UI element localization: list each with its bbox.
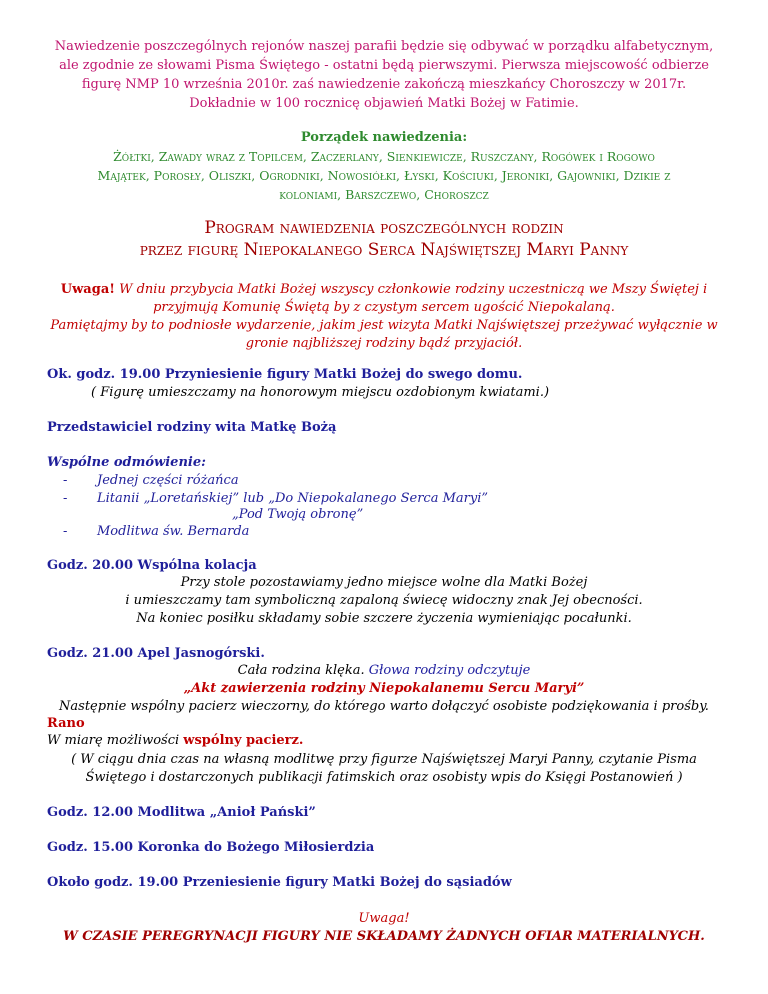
note-line-4: gronie najbliższej rodziny bądź przyjaciół. [245,336,523,351]
section-transfer-heading: Około godz. 19.00 Przeniesienie figury Matki Bożej do sąsiadów [47,875,512,890]
prayer-item-1: Jednej części różańca [97,473,239,488]
appeal-line-3: Następnie wspólny pacierz wieczorny, do którego warto dołączyć osobiste podziękowania i prośby. [59,699,709,714]
intro-line-4: Dokładnie w 100 rocznicę objawień Matki Bożej w Fatimie. [189,96,579,111]
prayer-item-3: Modlitwa św. Bernarda [97,524,250,539]
morning-label: Rano [47,716,85,731]
section-arrival-heading: Ok. godz. 19.00 Przyniesienie figury Matki Bożej do swego domu. [47,367,523,382]
program-title-line-1: Program nawiedzenia poszczególnych rodzin [204,218,564,238]
appeal-kneel: Cała rodzina klęka. [237,663,365,678]
order-line-1: Żółtki, Zawady wraz z Topilcem, Zaczerlany, Sienkiewicze, Ruszczany, Rogówek i Rogowo [113,149,655,164]
day-line-2: Świętego i dostarczonych publikacji fatimskich oraz osobisty wpis do Księgi Postanowień ) [85,770,683,785]
note-label: Uwaga! [60,282,115,297]
intro-line-3: figurę NMP 10 września 2010r. zaś nawiedzenie zakończą mieszkańcy Choroszczy w 2017r. [81,77,687,92]
supper-line-2: i umieszczamy tam symboliczną zapaloną świecę widoczny znak Jej obecności. [125,593,643,608]
day-line-1: ( W ciągu dnia czas na własną modlitwę przy figurze Najświętszej Maryi Panny, czytanie Pisma [71,752,697,767]
morning-line [47,732,303,749]
prayer-dash-3: - [63,524,68,539]
section-supper-heading: Godz. 20.00 Wspólna kolacja [47,558,257,573]
final-note-text: W CZASIE PEREGRYNACJI FIGURY NIE SKŁADAMY ŻADNYCH OFIAR MATERIALNYCH. [63,929,705,944]
order-line-2: Majątek, Porosły, Oliszki, Ogrodniki, Nowosiółki, Łyski, Kościuki, Jeroniki, Gajowniki, Dzikie z [97,168,671,183]
section-angelus-heading: Godz. 12.00 Modlitwa „Anioł Pański” [47,805,316,820]
prayer-item-2: Litanii „Loretańskiej” lub „Do Niepokalanego Serca Maryi” [97,491,489,506]
order-line-3: koloniami, Barszczewo, Choroszcz [279,187,489,202]
prayer-dash-2: - [63,491,68,506]
note-line-3: Pamiętajmy by to podniosłe wydarzenie, jakim jest wizyta Matki Najświętszej przeżywać wyłącznie w [50,318,718,333]
section-arrival-sub: ( Figurę umieszczamy na honorowym miejscu ozdobionym kwiatami.) [91,385,550,400]
final-note-label: Uwaga! [358,911,410,926]
appeal-line-1 [0,662,768,679]
section-greeting-heading: Przedstawiciel rodziny wita Matkę Bożą [47,420,337,435]
supper-line-3: Na koniec posiłku składamy sobie szczere życzenia wymieniając pocałunki. [136,611,632,626]
order-title: Porządek nawiedzenia: [300,130,468,145]
prayer-dash-1: - [63,473,68,488]
note-line-1 [0,281,768,298]
appeal-act-title: „Akt zawierzenia rodziny Niepokalanemu Sercu Maryi” [183,681,585,696]
note-text-1: W dniu przybycia Matki Bożej wszyscy członkowie rodziny uczestniczą we Mszy Świętej i [114,282,708,297]
section-chaplet-heading: Godz. 15.00 Koronka do Bożego Miłosierdzia [47,840,375,855]
intro-line-2: ale zgodnie ze słowami Pisma Świętego - ostatni będą pierwszymi. Pierwsza miejscowość odbierze [59,58,709,73]
appeal-head-reads: Głowa rodziny odczytuje [364,663,531,678]
note-line-2: przyjmują Komunię Świętą by z czystym sercem ugościć Niepokalaną. [153,300,615,315]
section-appeal-heading: Godz. 21.00 Apel Jasnogórski. [47,646,265,661]
program-title-line-2: przez figurę Niepokalanego Serca Najświętszej Maryi Panny [139,240,629,260]
morning-text: W miarę możliwości [47,733,184,748]
section-prayer-heading: Wspólne odmówienie: [47,455,206,470]
morning-common-prayer: wspólny pacierz. [183,733,304,748]
supper-line-1: Przy stole pozostawiamy jedno miejsce wolne dla Matki Bożej [180,575,588,590]
prayer-sub-item: „Pod Twoją obronę” [232,507,364,522]
intro-line-1: Nawiedzenie poszczególnych rejonów naszej parafii będzie się odbywać w porządku alfabetycznym, [54,39,714,54]
